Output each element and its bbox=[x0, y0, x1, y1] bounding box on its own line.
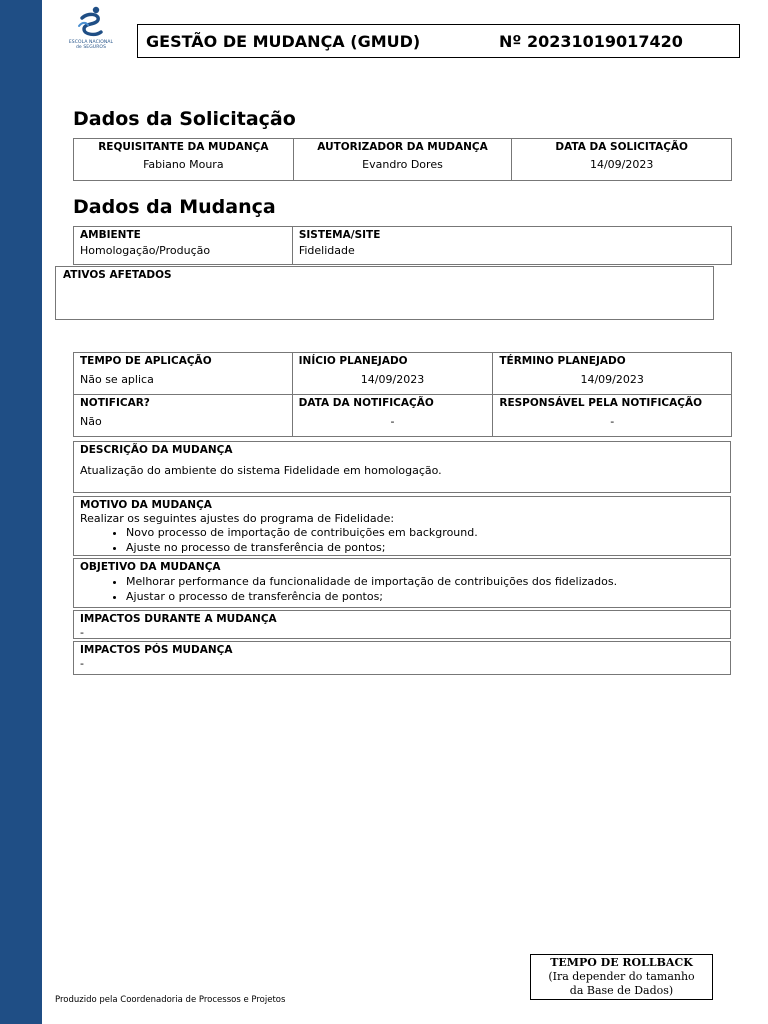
ambiente-label: AMBIENTE bbox=[80, 229, 141, 241]
data-solicitacao-value: 14/09/2023 bbox=[589, 158, 654, 171]
data-notificacao-label: DATA DA NOTIFICAÇÃO bbox=[298, 397, 434, 409]
rollback-line2: da Base de Dados) bbox=[569, 984, 674, 997]
ativos-afetados-box bbox=[55, 266, 714, 320]
objetivo-box bbox=[73, 558, 731, 608]
responsavel-notificacao-value: - bbox=[610, 415, 615, 428]
requisitante-value: Fabiano Moura bbox=[143, 158, 224, 171]
impactos-pos-label: IMPACTOS PÓS MUDANÇA bbox=[80, 644, 233, 656]
rollback-line1: (Ira depender do tamanho bbox=[548, 970, 695, 983]
objetivo-item: • Ajustar o processo de transferência de pontos; bbox=[126, 589, 724, 604]
document-title: GESTÃO DE MUDANÇA (GMUD) bbox=[146, 32, 421, 51]
sistema-label: SISTEMA/SITE bbox=[298, 229, 381, 241]
objetivo-list bbox=[80, 574, 724, 604]
descricao-text: Atualização do ambiente do sistema Fidelidade em homologação. bbox=[80, 464, 442, 477]
objetivo-item: • Melhorar performance da funcionalidade de importação de contribuições dos fidelizados. bbox=[126, 574, 724, 589]
data-solicitacao-label: DATA DA SOLICITAÇÃO bbox=[555, 141, 688, 153]
ativos-afetados-label: ATIVOS AFETADOS bbox=[63, 269, 172, 281]
impactos-durante-value: - bbox=[80, 626, 84, 639]
footer-credit: Produzido pela Coordenadoria de Processos e Projetos bbox=[55, 995, 286, 1005]
data-notificacao-value: - bbox=[390, 415, 395, 428]
motivo-intro: Realizar os seguintes ajustes do programa de Fidelidade: bbox=[80, 512, 395, 525]
document-number: Nº 20231019017420 bbox=[499, 32, 683, 51]
inicio-planejado-value: 14/09/2023 bbox=[360, 373, 425, 386]
data-solicitacao-cell bbox=[512, 139, 732, 181]
rollback-title: TEMPO DE ROLLBACK bbox=[550, 956, 693, 969]
planejamento-table bbox=[73, 352, 732, 437]
objetivo-label: OBJETIVO DA MUDANÇA bbox=[80, 561, 221, 573]
left-sidebar-band bbox=[0, 0, 42, 1024]
notificar-value: Não bbox=[80, 415, 102, 428]
mudanca-heading: Dados da Mudança bbox=[73, 196, 276, 218]
tempo-aplicacao-value: Não se aplica bbox=[80, 373, 154, 386]
descricao-label: DESCRIÇÃO DA MUDANÇA bbox=[80, 444, 233, 456]
impactos-durante-box bbox=[73, 610, 731, 639]
sistema-value: Fidelidade bbox=[298, 244, 355, 257]
termino-planejado-label: TÉRMINO PLANEJADO bbox=[499, 355, 626, 367]
descricao-box bbox=[73, 441, 731, 493]
inicio-planejado-cell bbox=[292, 353, 493, 395]
inicio-planejado-label: INÍCIO PLANEJADO bbox=[298, 355, 408, 367]
impactos-durante-label: IMPACTOS DURANTE A MUDANÇA bbox=[80, 613, 277, 625]
impactos-pos-box bbox=[73, 641, 731, 675]
document-header bbox=[137, 24, 740, 58]
ambiente-value: Homologação/Produção bbox=[80, 244, 211, 257]
logo-text-line2: de SEGUROS bbox=[75, 45, 107, 50]
responsavel-notificacao-cell bbox=[493, 395, 732, 437]
tempo-aplicacao-cell bbox=[74, 353, 293, 395]
autorizador-value: Evandro Dores bbox=[362, 158, 443, 171]
logo-mark-icon bbox=[76, 6, 106, 40]
autorizador-label: AUTORIZADOR DA MUDANÇA bbox=[317, 141, 488, 153]
notificar-label: NOTIFICAR? bbox=[80, 397, 150, 409]
ambiente-cell bbox=[74, 227, 293, 265]
notificar-cell bbox=[74, 395, 293, 437]
motivo-item: • Ajuste no processo de transferência de pontos; bbox=[126, 540, 724, 555]
solicitacao-heading: Dados da Solicitação bbox=[73, 108, 296, 130]
autorizador-cell bbox=[293, 139, 512, 181]
ambiente-table bbox=[73, 226, 732, 265]
termino-planejado-cell bbox=[493, 353, 732, 395]
solicitacao-table bbox=[73, 138, 732, 181]
termino-planejado-value: 14/09/2023 bbox=[580, 373, 644, 386]
motivo-item: • Novo processo de importação de contribuições em background. bbox=[126, 525, 724, 540]
tempo-aplicacao-label: TEMPO DE APLICAÇÃO bbox=[80, 355, 212, 367]
impactos-pos-value: - bbox=[80, 657, 84, 670]
requisitante-label: REQUISITANTE DA MUDANÇA bbox=[98, 141, 269, 153]
requisitante-cell bbox=[74, 139, 294, 181]
logo-text-line1: ESCOLA NACIONAL bbox=[68, 40, 114, 45]
data-notificacao-cell bbox=[292, 395, 493, 437]
motivo-label: MOTIVO DA MUDANÇA bbox=[80, 499, 212, 511]
tempo-rollback-box bbox=[530, 954, 713, 1000]
responsavel-notificacao-label: RESPONSÁVEL PELA NOTIFICAÇÃO bbox=[499, 397, 703, 409]
escola-nacional-logo bbox=[58, 6, 124, 58]
motivo-list bbox=[80, 525, 724, 555]
sistema-cell bbox=[292, 227, 731, 265]
motivo-box bbox=[73, 496, 731, 556]
